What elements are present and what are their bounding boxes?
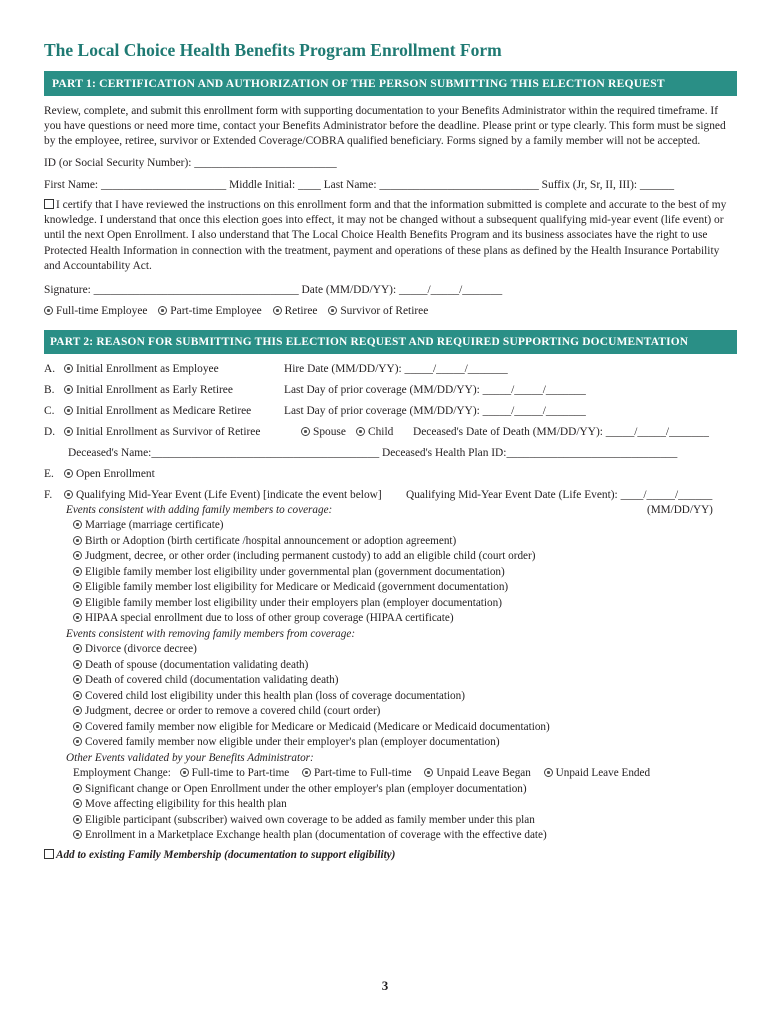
other-event[interactable]: Move affecting eligibility for this health plan [44, 797, 737, 813]
signature-date-field[interactable]: Signature: ____________________________________ Date (MM/DD/YY): _____/_____/_______ [44, 283, 503, 296]
other-heading: Other Events validated by your Benefits Administrator: [66, 751, 314, 764]
radio-icon [73, 691, 82, 700]
status-options [44, 304, 737, 319]
removing-event[interactable]: Death of covered child (documentation validating death) [44, 673, 737, 689]
radio-icon [302, 768, 311, 777]
radio-icon [328, 306, 337, 315]
radio-icon [273, 306, 282, 315]
pt-to-ft-option[interactable]: Part-time to Full-time [302, 767, 412, 779]
enrollment-form-page [44, 40, 737, 863]
radio-icon [73, 551, 82, 560]
reason-b: B. Initial Enrollment as Early Retiree Last Day of prior coverage (MM/DD/YY): _____/_____/_______ [44, 383, 586, 396]
radio-icon [73, 644, 82, 653]
employment-change-label: Employment Change: [73, 767, 171, 780]
unpaid-leave-began-option[interactable]: Unpaid Leave Began [424, 767, 530, 779]
removing-event[interactable]: Covered family member now eligible for Medicare or Medicaid (Medicare or Medicaid documentation) [44, 720, 737, 736]
radio-icon [44, 306, 53, 315]
radio-icon [73, 582, 82, 591]
removing-heading: Events consistent with removing family members from coverage: [66, 627, 356, 640]
ft-to-pt-option[interactable]: Full-time to Part-time [180, 767, 290, 779]
radio-icon [73, 520, 82, 529]
reason-c: C. Initial Enrollment as Medicare Retiree Last Day of prior coverage (MM/DD/YY): _____/_____/_______ [44, 404, 586, 417]
date-of-death-field[interactable]: Deceased's Date of Death (MM/DD/YY): _____/_____/_______ [413, 425, 709, 438]
status-full-time[interactable]: Full-time Employee [44, 305, 147, 317]
radio-icon [73, 660, 82, 669]
hire-date-field[interactable]: Hire Date (MM/DD/YY): _____/_____/_______ [284, 362, 508, 375]
reason-a: A. Initial Enrollment as Employee Hire Date (MM/DD/YY): _____/_____/_______ [44, 362, 508, 375]
radio-icon [64, 490, 73, 499]
employment-change-row [44, 766, 737, 782]
certify-text: I certify that I have reviewed the instructions on this enrollment form and that the information submitted is complete and accurate to the best of my knowledge. I understand that once this election goes into effect, it may not be changed without a subsequent qualifying mid-year event (life event) or until the next Open Enrollment. I also understand that The Local Choice Health Benefits Program and its business associates have the right to use Protected Health Information in connection with the treatment, payment and operations of these plans as defined by the Health Insurance Portability and Accountability Act. [44, 198, 727, 273]
form-title: The Local Choice Health Benefits Program Enrollment Form [44, 40, 502, 60]
radio-icon [64, 406, 73, 415]
reason-c-option[interactable]: Initial Enrollment as Medicare Retiree [64, 405, 251, 417]
radio-icon [424, 768, 433, 777]
adding-event[interactable]: Judgment, decree, or other order (including permanent custody) to add an eligible child (court order) [44, 549, 737, 565]
deceased-info [44, 444, 737, 465]
adding-event[interactable]: Birth or Adoption (birth certificate /hospital announcement or adoption agreement) [44, 534, 737, 550]
life-event-date-field[interactable]: Qualifying Mid-Year Event Date (Life Event): ____/_____/______ [406, 488, 713, 501]
removing-event[interactable]: Divorce (divorce decree) [44, 642, 737, 658]
deceased-name-field[interactable]: Deceased's Name:________________________________________ Deceased's Health Plan ID:______________________________ [68, 446, 678, 459]
radio-icon [64, 469, 73, 478]
reason-d: D. Initial Enrollment as Survivor of Retiree Spouse Child Deceased's Date of Death (MM/DD/YY): _____/_____/_______ [44, 425, 709, 438]
radio-icon [73, 567, 82, 576]
removing-event[interactable]: Covered family member now eligible under their employer's plan (employer documentation) [44, 735, 737, 751]
radio-icon [73, 784, 82, 793]
removing-event[interactable]: Judgment, decree or order to remove a covered child (court order) [44, 704, 737, 720]
certify-statement [44, 198, 737, 275]
survivor-spouse-option[interactable]: Spouse [301, 426, 346, 438]
part1-header: PART 1: CERTIFICATION AND AUTHORIZATION OF THE PERSON SUBMITTING THIS ELECTION REQUEST [44, 71, 737, 96]
page-number: 3 [381, 978, 389, 993]
adding-event[interactable]: HIPAA special enrollment due to loss of other group coverage (HIPAA certificate) [44, 611, 737, 627]
medicare-retiree-date-field[interactable]: Last Day of prior coverage (MM/DD/YY): _____/_____/_______ [284, 404, 586, 417]
reason-f: F. Qualifying Mid-Year Event (Life Event) [indicate the event below] Qualifying Mid-Year Event Date (Life Event): ____/_____/______ [44, 488, 713, 501]
add-existing-checkbox[interactable] [44, 849, 54, 859]
radio-icon [544, 768, 553, 777]
part2-header: PART 2: REASON FOR SUBMITTING THIS ELECTION REQUEST AND REQUIRED SUPPORTING DOCUMENTATION [44, 330, 737, 354]
radio-icon [301, 427, 310, 436]
id-field[interactable]: ID (or Social Security Number): _________________________ [44, 156, 337, 169]
adding-event[interactable]: Marriage (marriage certificate) [44, 518, 737, 534]
radio-icon [73, 536, 82, 545]
radio-icon [73, 799, 82, 808]
radio-icon [64, 385, 73, 394]
radio-icon [158, 306, 167, 315]
status-survivor[interactable]: Survivor of Retiree [328, 305, 428, 317]
radio-icon [64, 427, 73, 436]
early-retiree-date-field[interactable]: Last Day of prior coverage (MM/DD/YY): _____/_____/_______ [284, 383, 586, 396]
open-enrollment-option[interactable]: Open Enrollment [64, 468, 155, 480]
part1-intro: Review, complete, and submit this enrollment form with supporting documentation to your Benefits Administrator within the required timeframe. If you have questions or need more time, contact your Benefits Administrator before the deadline. Please print or type clearly. This form must be signed by the employee, retiree, survivor or Extended Coverage/COBRA qualified beneficiary. Forms signed by a family member will not be accepted. [44, 105, 726, 148]
adding-event[interactable]: Eligible family member lost eligibility under governmental plan (government documentation) [44, 565, 737, 581]
unpaid-leave-ended-option[interactable]: Unpaid Leave Ended [544, 767, 650, 779]
radio-icon [73, 598, 82, 607]
radio-icon [73, 675, 82, 684]
radio-icon [356, 427, 365, 436]
other-event[interactable]: Enrollment in a Marketplace Exchange health plan (documentation of coverage with the effective date) [44, 828, 737, 844]
adding-event[interactable]: Eligible family member lost eligibility for Medicare or Medicaid (government documentation) [44, 580, 737, 596]
name-fields[interactable]: First Name: ______________________ Middle Initial: ____ Last Name: ____________________________ Suffix (Jr, Sr, II, III): ______ [44, 178, 675, 191]
radio-icon [64, 364, 73, 373]
other-event[interactable]: Eligible participant (subscriber) waived own coverage to be added as family member under this plan [44, 813, 737, 829]
status-retiree[interactable]: Retiree [273, 305, 318, 317]
adding-event[interactable]: Eligible family member lost eligibility under their employers plan (employer documentation) [44, 596, 737, 612]
radio-icon [73, 815, 82, 824]
reason-b-option[interactable]: Initial Enrollment as Early Retiree [64, 384, 233, 396]
status-part-time[interactable]: Part-time Employee [158, 305, 261, 317]
certify-checkbox[interactable] [44, 199, 54, 209]
life-event-option[interactable]: Qualifying Mid-Year Event (Life Event) [indicate the event below] [64, 489, 382, 501]
removing-event[interactable]: Death of spouse (documentation validating death) [44, 658, 737, 674]
radio-icon [73, 706, 82, 715]
radio-icon [73, 737, 82, 746]
adding-heading: Events consistent with adding family members to coverage: (MM/DD/YY) [44, 503, 737, 519]
reason-d-option[interactable]: Initial Enrollment as Survivor of Retiree [64, 426, 260, 438]
survivor-child-option[interactable]: Child [356, 426, 393, 438]
other-event[interactable]: Significant change or Open Enrollment under the other employer's plan (employer documentation) [44, 782, 737, 798]
radio-icon [73, 613, 82, 622]
reason-e: E. Open Enrollment [44, 467, 155, 480]
reason-a-option[interactable]: Initial Enrollment as Employee [64, 363, 219, 375]
add-existing-membership[interactable]: Add to existing Family Membership (documentation to support eligibility) [44, 848, 737, 864]
radio-icon [180, 768, 189, 777]
date-format-hint: (MM/DD/YY) [647, 503, 713, 516]
removing-event[interactable]: Covered child lost eligibility under this health plan (loss of coverage documentation) [44, 689, 737, 705]
radio-icon [73, 830, 82, 839]
radio-icon [73, 722, 82, 731]
